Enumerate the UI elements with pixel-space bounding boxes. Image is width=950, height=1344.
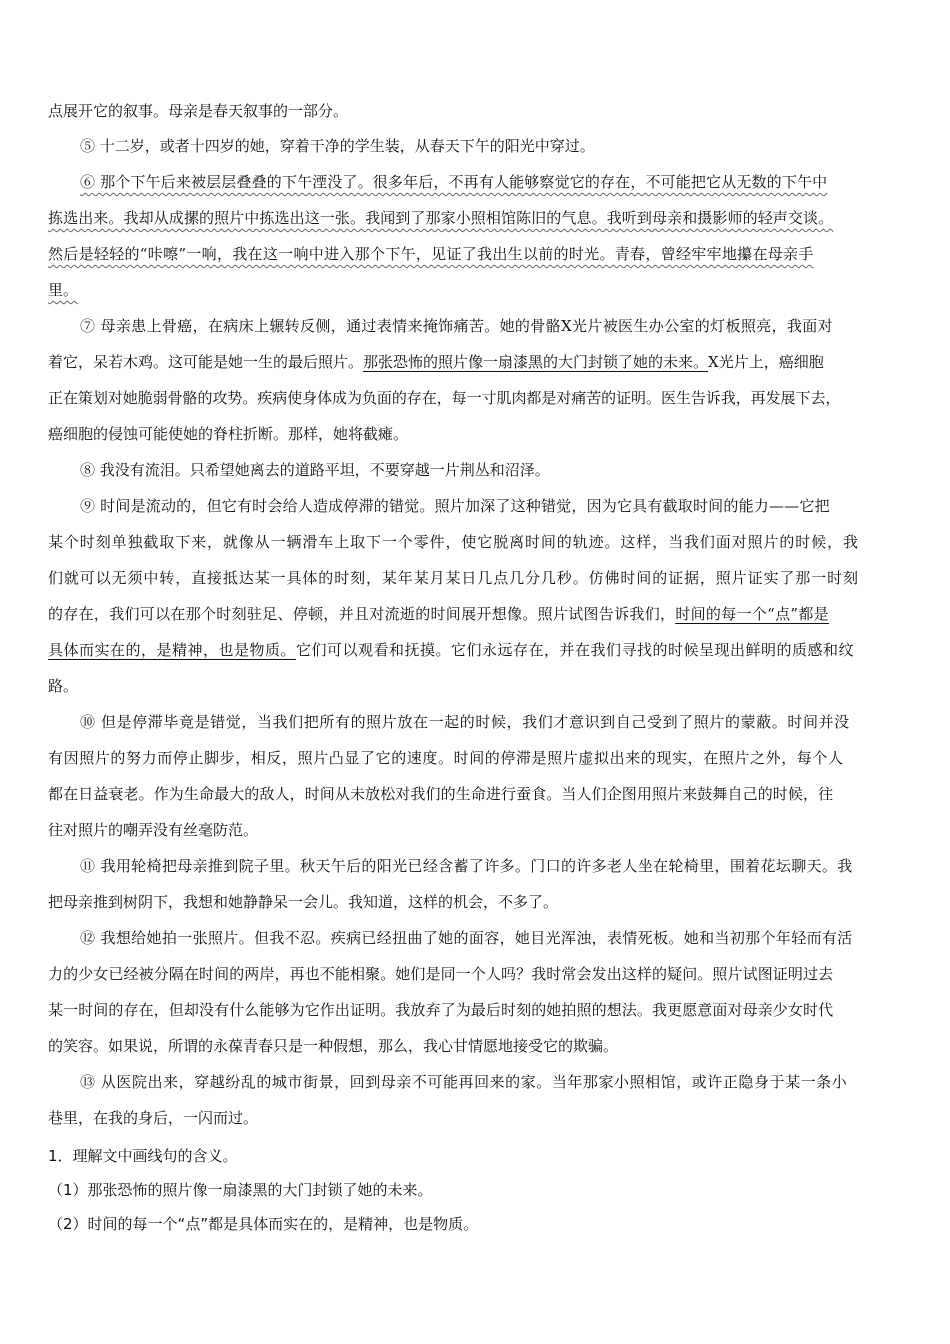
paragraph-8-line-1: ⑧ 我没有流泪。只希望她离去的道路平坦，不要穿越一片荆丛和沼泽。 xyxy=(80,461,550,479)
paragraph-9-line-3: 们就可以无须中转，直接抵达某一具体的时刻，某年某月某日几点几分几秒。仿佛时间的证据，照片证实了那一时刻 xyxy=(48,569,859,587)
paragraph-5-line-1: ⑤ 十二岁，或者十四岁的她，穿着干净的学生装，从春天下午的阳光中穿过。 xyxy=(80,137,595,155)
paragraph-9-line-6: 路。 xyxy=(48,677,79,695)
paragraph-10-line-2: 有因照片的努力而停止脚步，相反，照片凸显了它的速度。时间的停滞是照片虚拟出来的现实，在照片之外，每个人 xyxy=(48,749,844,767)
paragraph-7-line-2 xyxy=(48,352,824,372)
underlined-sentence-1: 那张恐怖的照片像一扇漆黑的大门封锁了她的未来。 xyxy=(363,353,709,371)
paragraph-13-line-2: 巷里，在我的身后，一闪而过。 xyxy=(48,1109,259,1127)
question-title: 1．理解文中画线句的含义。 xyxy=(48,1147,238,1165)
paragraph-7-line-2-part-c: X光片上，癌细胞 xyxy=(708,353,824,371)
paragraph-12-line-4: 的笑容。如果说，所谓的永葆青春只是一种假想，那么，我心甘情愿地接受它的欺骗。 xyxy=(48,1037,619,1055)
underlined-sentence-2-part-2: 具体而实在的，是精神，也是物质。 xyxy=(48,641,297,659)
paragraph-9-line-5-part-b: 它们可以观看和抚摸。它们永远存在，并在我们寻找的时候呈现出鲜明的质感和纹 xyxy=(296,641,855,659)
paragraph-7-line-2-part-a: 着它，呆若木鸡。这可能是她一生的最后照片。 xyxy=(48,353,364,371)
paragraph-intro-line-1: 点展开它的叙事。母亲是春天叙事的一部分。 xyxy=(48,102,349,120)
question-sub-2: （2）时间的每一个“点”都是具体而实在的，是精神，也是物质。 xyxy=(48,1215,479,1233)
paragraph-6-line-1: ⑥ 那个下午后来被层层叠叠的下午湮没了。很多年后，不再有人能够察觉它的存在，不可能把它从无数的下午中 xyxy=(80,173,828,191)
paragraph-6-line-4: 里。 xyxy=(48,281,79,299)
paragraph-12-line-3: 某一时间的存在，但却没有什么能够为它作出证明。我放弃了为最后时刻的她拍照的想法。我更愿意面对母亲少女时代 xyxy=(48,1001,834,1019)
question-sub-1: （1）那张恐怖的照片像一扇漆黑的大门封锁了她的未来。 xyxy=(48,1181,433,1199)
paragraph-9-line-4-part-a: 的存在，我们可以在那个时刻驻足、停顿，并且对流逝的时间展开想像。照片试图告诉我们， xyxy=(48,605,676,623)
paragraph-12-line-1: ⑫ 我想给她拍一张照片。但我不忍。疾病已经扭曲了她的面容，她目光浑浊，表情死板。她和当初那个年轻而有活 xyxy=(80,929,853,947)
paragraph-12-line-2: 力的少女已经被分隔在时间的两岸，再也不能相聚。她们是同一个人吗？我时常会发出这样的疑问。照片试图证明过去 xyxy=(48,965,834,983)
paragraph-9-line-4 xyxy=(48,604,829,624)
paragraph-6-line-2: 拣选出来。我却从成摞的照片中拣选出这一张。我闻到了那家小照相馆陈旧的气息。我听到母亲和摄影师的轻声交谈。 xyxy=(48,209,834,227)
paragraph-13-line-1: ⑬ 从医院出来，穿越纷乱的城市街景，回到母亲不可能再回来的家。当年那家小照相馆，或许正隐身于某一条小 xyxy=(80,1073,848,1091)
underlined-sentence-2-part-1: 时间的每一个“点”都是 xyxy=(675,605,829,623)
paragraph-9-line-1: ⑨ 时间是流动的，但它有时会给人造成停滞的错觉。照片加深了这种错觉，因为它具有截取时间的能力——它把 xyxy=(80,497,830,515)
paragraph-11-line-2: 把母亲推到树阴下，我想和她静静呆一会儿。我知道，这样的机会，不多了。 xyxy=(48,893,559,911)
paragraph-11-line-1: ⑪ 我用轮椅把母亲推到院子里。秋天午后的阳光已经含蓄了许多。门口的许多老人坐在轮椅里，围着花坛聊天。我 xyxy=(80,857,853,875)
paragraph-9-line-2: 某个时刻单独截取下来，就像从一辆滑车上取下一个零件，使它脱离时间的轨迹。这样，当我们面对照片的时候，我 xyxy=(48,533,859,551)
paragraph-10-line-3: 都在日益衰老。作为生命最大的敌人，时间从未放松对我们的生命进行蚕食。当人们企图用照片来鼓舞自己的时候，往 xyxy=(48,785,834,803)
paragraph-10-line-1: ⑩ 但是停滞毕竟是错觉，当我们把所有的照片放在一起的时候，我们才意识到自己受到了照片的蒙蔽。时间并没 xyxy=(80,713,850,731)
paragraph-10-line-4: 往对照片的嘲弄没有丝毫防范。 xyxy=(48,821,259,839)
paragraph-9-line-5 xyxy=(48,640,854,660)
paragraph-7-line-4: 癌细胞的侵蚀可能使她的脊柱折断。那样，她将截瘫。 xyxy=(48,425,409,443)
paragraph-7-line-3: 正在策划对她脆弱骨骼的攻势。疾病使身体成为负面的存在，每一寸肌肉都是对痛苦的证明。医生告诉我，再发展下去， xyxy=(48,389,841,407)
paragraph-7-line-1: ⑦ 母亲患上骨癌，在病床上辗转反侧，通过表情来掩饰痛苦。她的骨骼X光片被医生办公室的灯板照亮，我面对 xyxy=(80,317,833,335)
paragraph-6-line-3: 然后是轻轻的“咔嚓”一响，我在这一响中进入那个下午，见证了我出生以前的时光。青春，曾经牢牢地攥在母亲手 xyxy=(48,245,814,263)
